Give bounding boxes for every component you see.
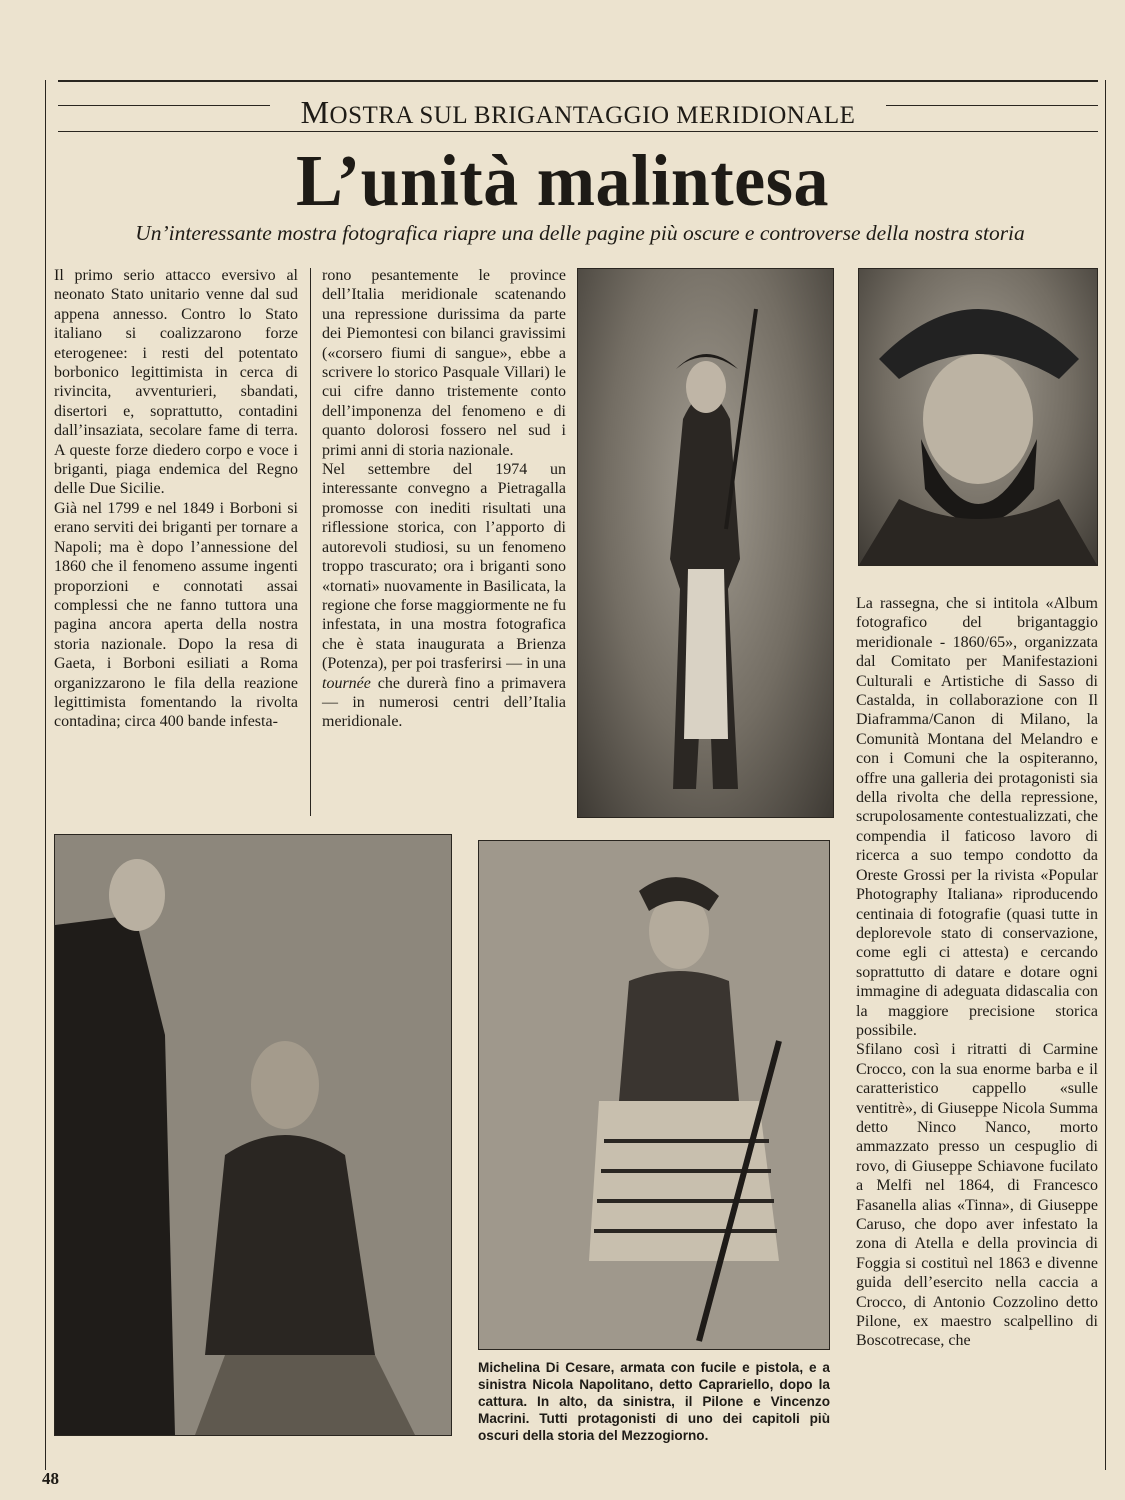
article-column-2 [322, 266, 566, 732]
article-column-1 [54, 266, 298, 732]
photo-captured-brigand [54, 834, 452, 1436]
paragraph: rono pesantemente le province dell’Italia meridionale scatenando una repressione durissima da parte dei Piemontesi con bilanci gravissimi («corsero fiumi di sangue», ebbe a scrivere lo storico Pasquale Villari) le cui cifre danno tristemente conto dell’imponenza del fenomeno e di quanto dolorosi fossero nel sud i primi anni di storia nazionale. [322, 267, 566, 459]
headline: L’unità malintesa [296, 141, 829, 222]
page-number: 48 [42, 1469, 59, 1488]
kicker-rule-left [58, 105, 270, 106]
top-rule [58, 80, 1098, 82]
header-rule-bottom [58, 131, 1098, 132]
section-kicker: MOSTRA SUL BRIGANTAGGIO MERIDIONALE [272, 94, 884, 131]
kicker-rule-right [886, 105, 1098, 106]
photo-bearded-portrait [858, 268, 1098, 566]
article-column-3 [856, 594, 1098, 1351]
subheadline: Un’interessante mostra fotografica riapre una delle pagine più oscure e controverse della nostra storia [135, 221, 1025, 245]
photo-standing-brigand [577, 268, 834, 818]
paragraph: Già nel 1799 e nel 1849 i Borboni si erano serviti dei briganti per tornare a Napoli; ma è dopo l’annessione del 1860 che il fenomeno assume ingenti proporzioni e connotati assai complessi che ne fanno tuttora una pagina ancora aperta della nostra storia nazionale. Dopo la resa di Gaeta, i Borboni esiliati a Roma organizzarono le fila della reazione legittimista fomentando la rivolta contadina; circa 400 bande infesta- [54, 499, 298, 731]
paragraph: Nel settembre del 1974 un interessante convegno a Pietragalla promosse con inediti risultati una riflessione storica, con l’apporto di autorevoli studiosi, su un fenomeno troppo trascurato; ora i briganti sono «tornati» nuovamente in Basilicata, la regione che forse maggiormente ne fu infestata, in una mostra fotografica che è stata inaugurata a Brienza (Potenza), per poi trasferirsi — in una tournée che durerà fino a primavera — in numerosi centri dell’Italia meridionale. [322, 461, 566, 731]
photo-caption: Michelina Di Cesare, armata con fucile e pistola, e a sinistra Nicola Napolitano, detto Caprariello, dopo la cattura. In alto, da sinistra, il Pilone e Vincenzo Macrini. Tutti protagonisti di uno dei capitoli più oscuri della storia del Mezzogiorno. [478, 1360, 830, 1443]
paragraph: Il primo serio attacco eversivo al neonato Stato unitario venne dal sud appena annesso. Contro lo Stato italiano si coalizzarono forze eterogenee: i resti del potentato borbonico legittimista in cerca di rivincita, avventurieri, sbandati, disertori e, soprattutto, contadini dall’insaziata, secolare fame di terra. A queste forze diedero corpo e voce i briganti, piaga endemica del Regno delle Due Sicilie. [54, 267, 298, 498]
paragraph: La rassegna, che si intitola «Album fotografico del brigantaggio meridionale - 1860/65», organizzata dal Comitato per Manifestazioni Culturali e Artistiche di Sasso di Castalda, in collaborazione con Il Diaframma/Canon di Milano, la Comunità Montana del Melandro e con i Comuni che la ospiteranno, offre una galleria dei protagonisti sia della rivolta che della repressione, scrupolosamente contestualizzati, che compendia il faticoso lavoro di ricerca a suo tempo condotto da Oreste Grossi per la rivista «Popular Photography Italiana» riproducendo centinaia di fotografie (quasi tutte in deplorevole stato di conservazione, come egli ci attesta) e cercando soprattutto di datare e dotare ogni immagine di adeguata didascalia con la maggiore precisione storica possibile. [856, 595, 1098, 1039]
photo-michelina-di-cesare [478, 840, 830, 1350]
column-divider [310, 268, 311, 816]
left-edge-rule [45, 80, 46, 1470]
right-edge-rule [1105, 80, 1106, 1470]
paragraph: Sfilano così i ritratti di Carmine Crocco, con la sua enorme barba e il caratteristico cappello «sulle ventitrè», di Giuseppe Nicola Summa detto Ninco Nanco, morto ammazzato presso un cespuglio di rovo, di Giuseppe Schiavone fucilato a Melfi nel 1864, di Francesco Fasanella alias «Tinna», di Giuseppe Caruso, che dopo aver infestato la zona di Atella e della provincia di Foggia si costituì nel 1863 e divenne guida dell’esercito nella caccia a Crocco, di Antonio Cozzolino detto Pilone, ex maestro scalpellino di Boscotrecase, che [856, 1041, 1098, 1350]
